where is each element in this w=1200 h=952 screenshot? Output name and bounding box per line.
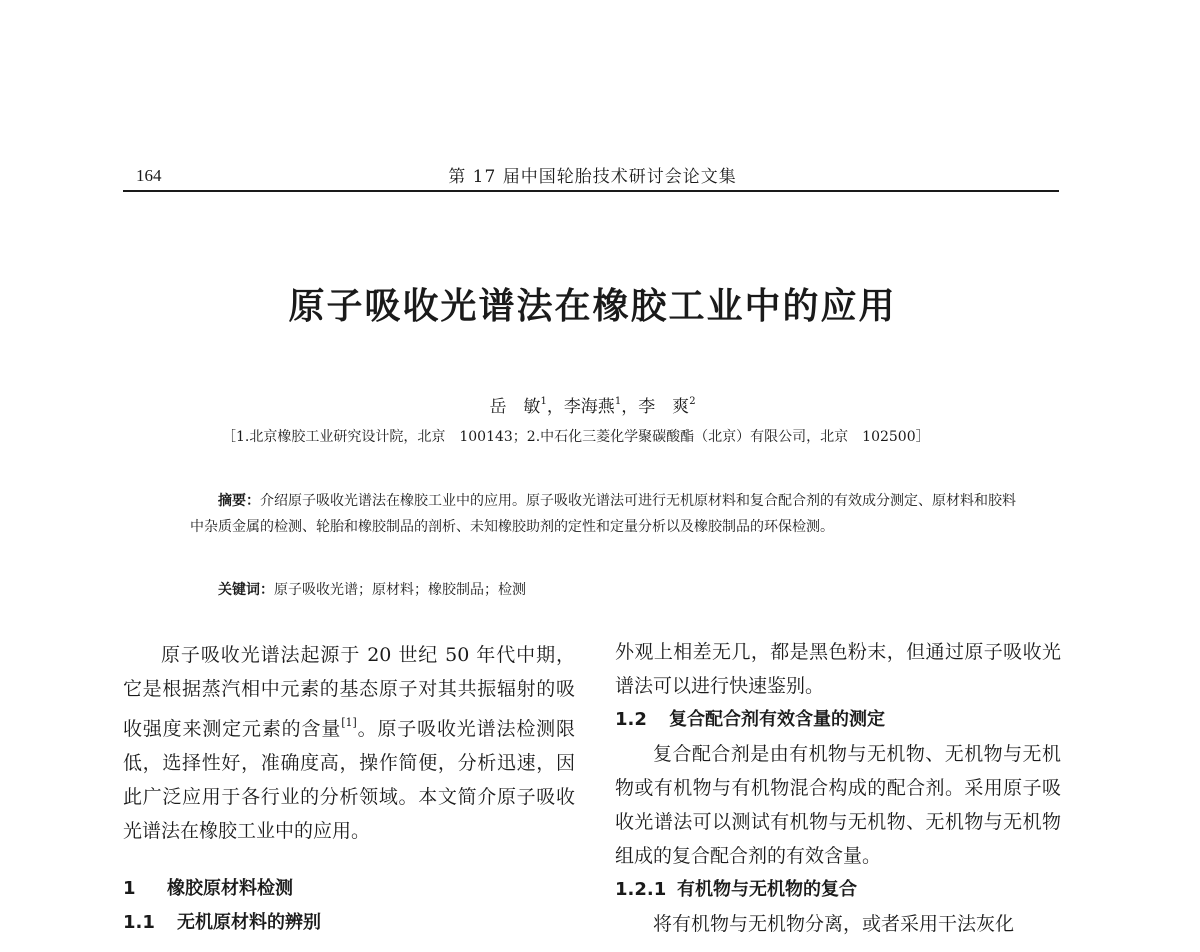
intro-paragraph: [123, 638, 575, 848]
section-title: 有机物与无机物的复合: [677, 879, 857, 900]
section-1-2-1-paragraph: 将有机物与无机物分离，或者采用干法灰化: [653, 913, 1015, 935]
section-heading-1-1: [123, 906, 575, 940]
section-number: 1.2: [615, 709, 647, 730]
abstract-label: 摘要：: [218, 493, 260, 509]
running-header: 第 17 届中国轮胎技术研讨会论文集: [448, 167, 737, 187]
author-separator: ，: [546, 397, 564, 417]
section-heading-1-2: [615, 703, 1061, 737]
abstract: [190, 488, 1020, 540]
intro-text-part2: 。原子吸收光谱法检测限低，选择性好，准确度高，操作简便，分析迅速，因此广泛应用于各行业的分析领域。本文简介原子吸收光谱法在橡胶工业中的应用。: [123, 718, 575, 842]
citation-ref: [1]: [341, 716, 357, 729]
section-number: 1: [123, 878, 136, 899]
author-separator: ，: [621, 397, 639, 417]
abstract-text: 介绍原子吸收光谱法在橡胶工业中的应用。原子吸收光谱法可进行无机原材料和复合配合剂的有效成分测定、原材料和胶料中杂质金属的检测、轮胎和橡胶制品的剖析、未知橡胶助剂的定性和定量分析以及橡胶制品的环保检测。: [190, 493, 1016, 535]
keywords-label: 关键词：: [218, 582, 274, 598]
author-name: 李 爽: [638, 397, 690, 417]
author-name: 李海燕: [563, 397, 615, 417]
section-title: 复合配合剂有效含量的测定: [669, 709, 885, 730]
paper-title: 原子吸收光谱法在橡胶工业中的应用: [288, 286, 897, 327]
section-1-2-paragraph: 复合配合剂是由有机物与无机物、无机物与无机物或有机物与有机物混合构成的配合剂。采用原子吸收光谱法可以测试有机物与无机物、无机物与无机物组成的复合配合剂的有效含量。: [615, 743, 1061, 867]
affiliation: ［1.北京橡胶工业研究设计院，北京 100143；2.中石化三菱化学聚碳酸酯（北京）有限公司，北京 102500］: [222, 429, 930, 445]
section-number: 1.2.1: [615, 879, 667, 900]
section-title: 橡胶原材料检测: [167, 878, 293, 899]
page-number: 164: [136, 166, 162, 185]
author-list: [0, 392, 1185, 417]
keywords: [218, 579, 526, 599]
continued-paragraph: 外观上相差无几，都是黑色粉末，但通过原子吸收光谱法可以进行快速鉴别。: [615, 641, 1061, 697]
header-rule: [123, 190, 1059, 192]
right-column: [615, 635, 1061, 941]
section-title: 无机原材料的辨别: [177, 912, 321, 933]
section-heading-1: [123, 872, 575, 906]
keywords-text: 原子吸收光谱；原材料；橡胶制品；检测: [274, 582, 526, 598]
left-column: [123, 638, 575, 940]
author-name: 岳 敏: [489, 397, 541, 417]
spacer: [123, 848, 575, 872]
author-affiliation-mark: 1: [540, 396, 547, 407]
section-number: 1.1: [123, 912, 155, 933]
author-affiliation-mark: 1: [614, 396, 622, 407]
section-heading-1-2-1: [615, 873, 1061, 907]
intro-text-part1: 原子吸收光谱法起源于 20 世纪 50 年代中期，它是根据蒸汽相中元素的基态原子对其共振辐射的吸收强度来测定元素的含量: [123, 644, 575, 740]
author-affiliation-mark: 2: [689, 396, 696, 407]
